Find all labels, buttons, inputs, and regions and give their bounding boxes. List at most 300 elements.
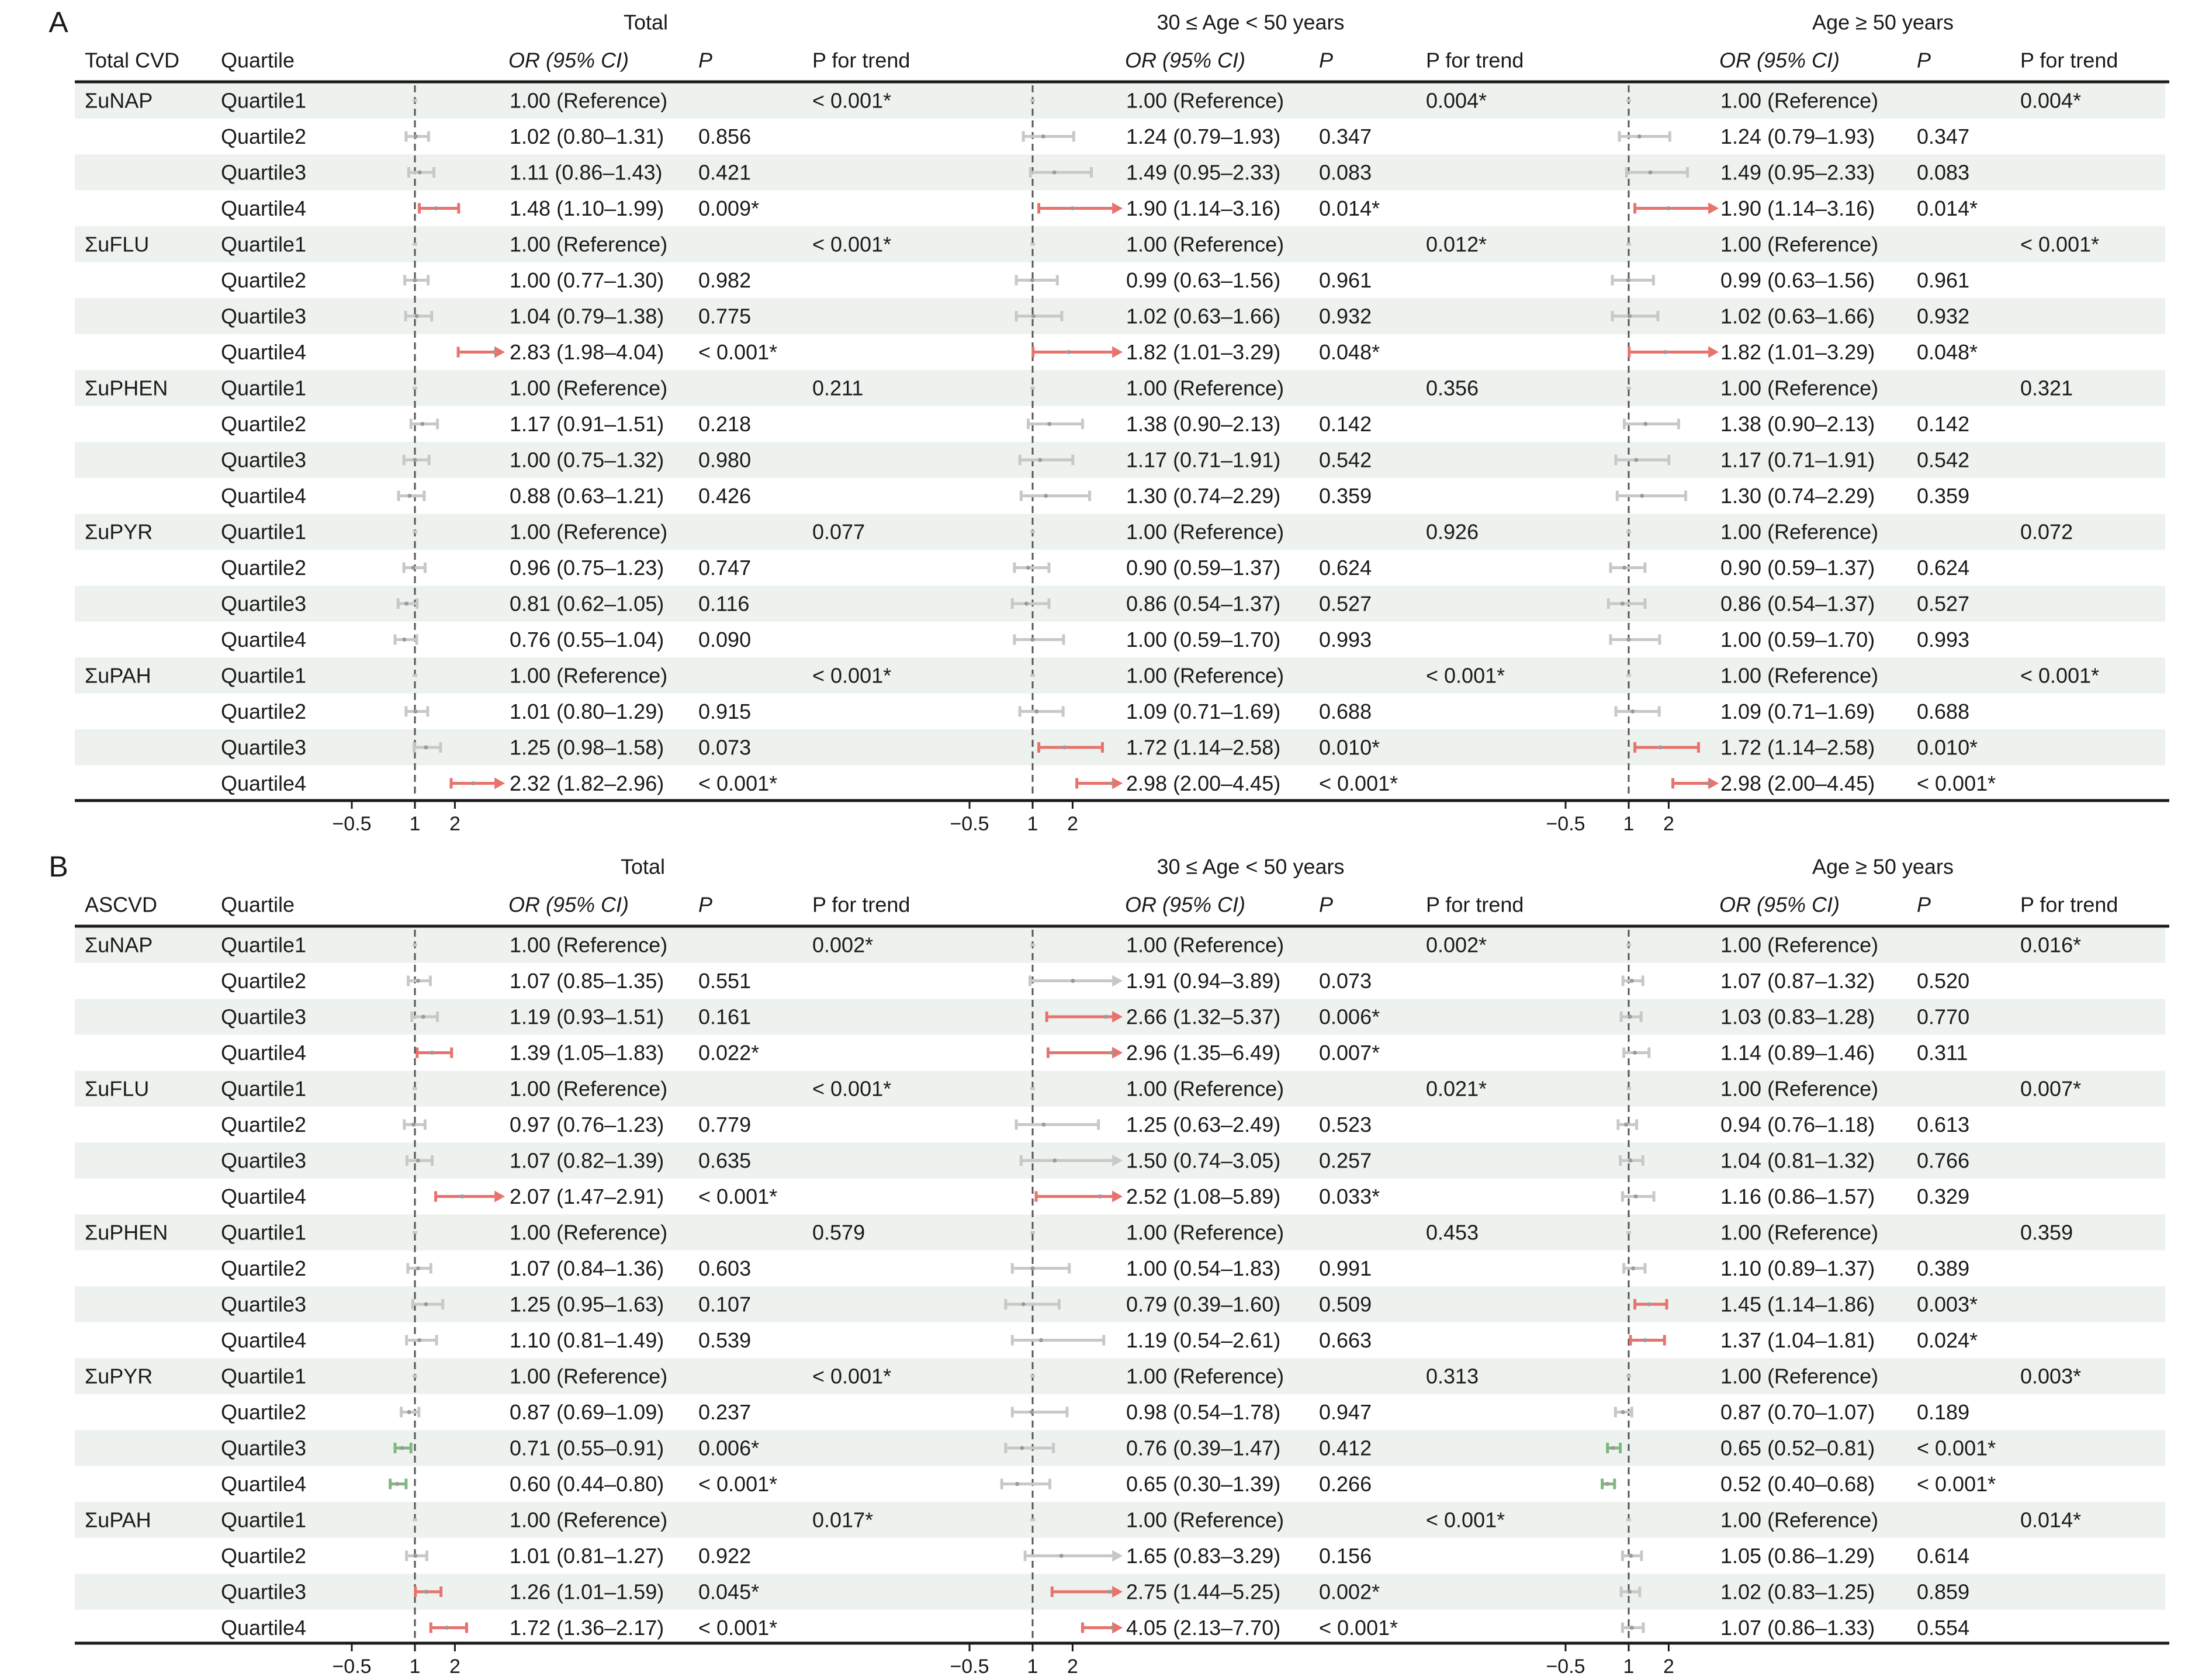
p-value: 0.982 [698, 268, 752, 292]
or-point [1071, 206, 1075, 210]
p-trend-value: 0.004* [2020, 88, 2082, 113]
x-tick-label: 2 [1663, 1655, 1674, 1678]
table-row [1616, 699, 1969, 723]
p-value: 0.539 [698, 1328, 752, 1352]
or-ci-value: 0.76 (0.39–1.47) [1126, 1436, 1281, 1460]
table-row [1624, 1041, 1968, 1065]
p-trend-value: 0.014* [2020, 1508, 2082, 1532]
quartile-label: Quartile1 [221, 376, 307, 400]
or-ci-value: 0.87 (0.69–1.09) [510, 1400, 664, 1424]
or-ci-value: 0.94 (0.76–1.18) [1720, 1113, 1875, 1137]
or-ci-value: 1.48 (1.10–1.99) [510, 196, 664, 220]
or-point [421, 1015, 425, 1019]
quartile-label: Quartile2 [221, 1256, 307, 1280]
or-ci-value: 1.00 (Reference) [510, 1220, 668, 1245]
p-trend-value: 0.579 [812, 1220, 865, 1245]
table-row [1673, 771, 1996, 795]
or-point [1649, 171, 1653, 175]
or-ci-header: OR (95% CI) [1719, 892, 1840, 917]
or-ci-value: 1.00 (Reference) [510, 519, 668, 544]
quartile-label: Quartile4 [221, 484, 307, 508]
or-point [1628, 314, 1632, 318]
or-point [1024, 602, 1029, 606]
quartile-label: Quartile3 [221, 591, 307, 616]
or-point [1041, 134, 1045, 138]
table-row [1020, 699, 1372, 723]
or-ci-header: OR (95% CI) [1125, 48, 1246, 72]
or-point [1110, 1051, 1114, 1055]
p-trend-value: 0.356 [1426, 376, 1479, 400]
ci-arrow [1112, 975, 1123, 987]
table-row [1030, 969, 1372, 993]
or-point [1060, 1554, 1064, 1558]
p-trend-header: P for trend [2020, 892, 2118, 917]
subgroup-title: Age ≥ 50 years [1812, 10, 1954, 34]
p-value: 0.189 [1917, 1400, 1970, 1424]
or-ci-value: 1.00 (Reference) [1720, 1220, 1879, 1245]
table-row [1615, 1400, 1969, 1424]
table-row [1012, 1256, 1372, 1280]
p-value: 0.527 [1319, 591, 1372, 616]
or-ci-value: 1.02 (0.63–1.66) [1720, 304, 1875, 328]
or-point [1628, 1590, 1632, 1594]
table-row [1619, 124, 1969, 148]
p-value: 0.421 [698, 160, 752, 185]
panel-letter: A [49, 6, 68, 39]
or-point [1663, 350, 1667, 354]
or-ci-value: 1.11 (0.86–1.43) [510, 160, 663, 185]
p-value: 0.022* [698, 1041, 760, 1065]
table-row [221, 1256, 751, 1280]
p-value: 0.947 [1319, 1400, 1372, 1424]
or-ci-value: 1.10 (0.81–1.49) [510, 1328, 664, 1352]
ci-arrow [1112, 1550, 1123, 1562]
x-tick-label: 1 [1623, 813, 1635, 835]
or-ci-value: 0.86 (0.54–1.37) [1720, 591, 1875, 616]
panel-b [49, 850, 2169, 1678]
p-value: 0.014* [1917, 196, 1978, 220]
or-point [413, 1554, 417, 1558]
quartile-label: Quartile3 [221, 1148, 307, 1173]
or-ci-value: 0.79 (0.39–1.60) [1126, 1292, 1281, 1317]
or-ci-value: 0.71 (0.55–0.91) [510, 1436, 664, 1460]
p-value: 0.002* [1319, 1579, 1380, 1604]
or-point [402, 638, 406, 642]
or-ci-value: 1.00 (Reference) [1126, 933, 1284, 957]
or-point [1621, 602, 1625, 606]
or-ci-value: 1.50 (0.74–3.05) [1126, 1148, 1281, 1173]
p-value: 0.266 [1319, 1472, 1372, 1496]
quartile-label: Quartile2 [221, 556, 307, 580]
or-ci-value: 1.65 (0.83–3.29) [1126, 1544, 1281, 1568]
p-value: 0.347 [1917, 124, 1970, 148]
or-ci-value: 1.00 (0.54–1.83) [1126, 1256, 1281, 1280]
table-row [1622, 1616, 1969, 1640]
p-value: 0.520 [1917, 969, 1970, 993]
subgroup-title: 30 ≤ Age < 50 years [1157, 10, 1345, 34]
or-point [413, 458, 417, 462]
quartile-label: Quartile2 [221, 1544, 307, 1568]
quartile-label: Quartile3 [221, 735, 307, 760]
or-ci-value: 1.39 (1.05–1.83) [510, 1041, 664, 1065]
table-row [221, 699, 751, 723]
p-value: 0.426 [698, 484, 752, 508]
p-trend-value: 0.313 [1426, 1364, 1479, 1388]
group-label: ΣuPHEN [85, 376, 168, 400]
or-point [407, 1410, 411, 1414]
p-value: 0.779 [698, 1113, 752, 1137]
p-value: 0.311 [1917, 1041, 1968, 1065]
or-point [1039, 1338, 1043, 1342]
or-ci-value: 1.09 (0.71–1.69) [1720, 699, 1875, 723]
table-row [221, 969, 751, 993]
p-value: 0.509 [1319, 1292, 1372, 1317]
table-row [1012, 1400, 1372, 1424]
p-trend-value: 0.007* [2020, 1076, 2082, 1101]
or-point [430, 1051, 434, 1055]
or-ci-value: 1.00 (Reference) [1126, 1508, 1284, 1532]
p-value: 0.010* [1917, 735, 1978, 760]
p-trend-value: 0.211 [812, 376, 864, 400]
or-point [416, 1266, 420, 1270]
p-value: < 0.001* [1319, 1616, 1398, 1640]
or-ci-header: OR (95% CI) [508, 892, 629, 917]
quartile-label: Quartile3 [221, 1436, 307, 1460]
p-trend-value: 0.926 [1426, 519, 1479, 544]
quartile-label: Quartile1 [221, 1508, 307, 1532]
or-point [1031, 314, 1036, 318]
quartile-label: Quartile1 [221, 1364, 307, 1388]
or-ci-value: 1.07 (0.86–1.33) [1720, 1616, 1875, 1640]
or-point [1052, 1159, 1057, 1163]
x-tick-label: 1 [1623, 1655, 1635, 1678]
or-ci-value: 1.38 (0.90–2.13) [1720, 412, 1875, 436]
or-ci-value: 1.05 (0.86–1.29) [1720, 1544, 1875, 1568]
or-point [460, 1194, 464, 1198]
or-ci-value: 1.37 (1.04–1.81) [1720, 1328, 1875, 1352]
or-ci-value: 2.66 (1.32–5.37) [1126, 1004, 1281, 1029]
or-ci-value: 1.19 (0.54–2.61) [1126, 1328, 1281, 1352]
or-ci-value: 1.82 (1.01–3.29) [1126, 340, 1281, 364]
quartile-label: Quartile4 [221, 1472, 307, 1496]
or-point [1110, 1626, 1114, 1630]
table-row [1002, 1472, 1372, 1496]
p-value: < 0.001* [698, 1616, 778, 1640]
p-value: 0.613 [1917, 1113, 1970, 1137]
table-row [1635, 196, 1978, 220]
x-tick-label: 1 [409, 1655, 421, 1678]
table-row [221, 1400, 751, 1424]
or-ci-value: 1.07 (0.87–1.32) [1720, 969, 1875, 993]
p-value: < 0.001* [1319, 771, 1398, 795]
quartile-label: Quartile1 [221, 88, 307, 113]
group-label: ΣuPHEN [85, 1220, 168, 1245]
or-ci-value: 1.04 (0.81–1.32) [1720, 1148, 1875, 1173]
or-ci-value: 1.72 (1.14–2.58) [1720, 735, 1875, 760]
or-ci-value: 1.24 (0.79–1.93) [1720, 124, 1875, 148]
group-label: ΣuPYR [85, 1364, 153, 1388]
or-ci-value: 2.52 (1.08–5.89) [1126, 1184, 1281, 1208]
or-ci-value: 1.00 (Reference) [510, 1508, 668, 1532]
or-ci-value: 1.00 (Reference) [1720, 1076, 1879, 1101]
subgroup-0 [85, 11, 910, 836]
x-tick-label: 2 [1067, 1655, 1078, 1678]
ci-arrow [494, 1191, 505, 1203]
quartile-label: Quartile2 [221, 1400, 307, 1424]
table-row [1611, 628, 1969, 652]
group-label: ΣuFLU [85, 1076, 150, 1101]
p-trend-header: P for trend [1426, 48, 1524, 72]
table-row [221, 556, 751, 580]
or-point [404, 602, 408, 606]
or-point [1108, 1590, 1112, 1594]
quartile-label: Quartile1 [221, 519, 307, 544]
or-ci-value: 0.52 (0.40–0.68) [1720, 1472, 1875, 1496]
or-point [1633, 1051, 1637, 1055]
p-value: 0.993 [1917, 628, 1970, 652]
p-trend-value: < 0.001* [812, 1364, 892, 1388]
or-point [413, 278, 417, 282]
p-value: 0.033* [1319, 1184, 1380, 1208]
p-value: 0.161 [698, 1004, 752, 1029]
table-row [221, 1544, 751, 1568]
table-row [221, 1113, 751, 1137]
quartile-label: Quartile4 [221, 340, 307, 364]
p-header: P [1917, 892, 1931, 917]
ci-arrow [1112, 347, 1123, 358]
p-trend-value: < 0.001* [812, 232, 892, 257]
quartile-label: Quartile4 [221, 1616, 307, 1640]
or-ci-value: 1.00 (Reference) [1126, 519, 1284, 544]
p-value: 0.775 [698, 304, 752, 328]
or-point [418, 171, 422, 175]
or-point [1634, 1194, 1638, 1198]
x-tick-label: −0.5 [1546, 1655, 1585, 1678]
p-value: 0.083 [1319, 160, 1372, 185]
or-point [1630, 979, 1634, 983]
or-ci-value: 1.00 (Reference) [1720, 1508, 1879, 1532]
or-ci-value: 1.00 (Reference) [1720, 1364, 1879, 1388]
or-ci-value: 1.00 (Reference) [1126, 1220, 1284, 1245]
or-ci-value: 1.07 (0.85–1.35) [510, 969, 664, 993]
table-row [221, 196, 759, 220]
p-value: 0.993 [1319, 628, 1372, 652]
or-point [414, 134, 418, 138]
or-ci-value: 0.99 (0.63–1.56) [1720, 268, 1875, 292]
quartile-label: Quartile3 [221, 160, 307, 185]
or-ci-value: 1.00 (Reference) [1720, 663, 1879, 688]
quartile-label: Quartile4 [221, 1328, 307, 1352]
p-value: 0.359 [1319, 484, 1372, 508]
quartile-label: Quartile3 [221, 1579, 307, 1604]
or-point [1706, 781, 1711, 785]
or-ci-value: 0.60 (0.44–0.80) [510, 1472, 664, 1496]
or-ci-value: 1.03 (0.83–1.28) [1720, 1004, 1875, 1029]
or-point [1640, 494, 1644, 498]
or-ci-value: 1.00 (Reference) [510, 232, 668, 257]
table-row [221, 484, 751, 508]
or-ci-value: 1.00 (Reference) [1126, 88, 1284, 113]
quartile-label: Quartile1 [221, 232, 307, 257]
table-row [1622, 1544, 1969, 1568]
p-trend-value: 0.359 [2020, 1220, 2073, 1245]
p-value: < 0.001* [1917, 1472, 1996, 1496]
or-ci-value: 1.00 (Reference) [510, 1364, 668, 1388]
or-ci-value: 0.81 (0.62–1.05) [510, 591, 664, 616]
or-ci-value: 0.96 (0.75–1.23) [510, 556, 664, 580]
p-value: < 0.001* [1917, 1436, 1996, 1460]
or-ci-value: 0.76 (0.55–1.04) [510, 628, 664, 652]
p-value: 0.412 [1319, 1436, 1372, 1460]
or-point [1667, 206, 1671, 210]
or-ci-value: 1.90 (1.14–3.16) [1126, 196, 1281, 220]
table-row [1629, 340, 1978, 364]
or-point [445, 1626, 449, 1630]
or-point [1624, 1123, 1628, 1127]
quartile-label: Quartile4 [221, 1184, 307, 1208]
or-ci-value: 2.96 (1.35–6.49) [1126, 1041, 1281, 1065]
group-label: ΣuPAH [85, 1508, 151, 1532]
or-point [1631, 1266, 1635, 1270]
x-tick-label: 2 [1067, 813, 1078, 835]
x-tick-label: 1 [409, 813, 421, 835]
quartile-label: Quartile3 [221, 304, 307, 328]
x-tick-label: 1 [1027, 813, 1038, 835]
quartile-label: Quartile1 [221, 663, 307, 688]
p-value: 0.010* [1319, 735, 1380, 760]
or-ci-value: 0.88 (0.63–1.21) [510, 484, 664, 508]
p-value: 0.554 [1917, 1616, 1970, 1640]
p-value: 0.747 [698, 556, 752, 580]
or-point [1629, 1159, 1633, 1163]
table-row [1602, 1472, 1996, 1496]
p-value: < 0.001* [698, 340, 778, 364]
or-ci-value: 1.00 (Reference) [510, 933, 668, 957]
quartile-label: Quartile4 [221, 196, 307, 220]
or-ci-value: 0.65 (0.30–1.39) [1126, 1472, 1281, 1496]
p-header: P [1917, 48, 1931, 72]
table-row [221, 340, 777, 364]
or-ci-value: 1.00 (Reference) [1720, 88, 1879, 113]
table-row [221, 628, 751, 652]
or-point [400, 1446, 404, 1450]
or-ci-value: 1.25 (0.95–1.63) [510, 1292, 664, 1317]
p-value: 0.073 [1319, 969, 1372, 993]
or-ci-value: 1.00 (Reference) [510, 88, 668, 113]
p-value: 0.142 [1917, 412, 1970, 436]
or-point [1067, 350, 1071, 354]
table-row [1622, 1184, 1969, 1208]
table-row [221, 1184, 777, 1208]
or-ci-value: 0.90 (0.59–1.37) [1126, 556, 1281, 580]
table-row [1039, 196, 1380, 220]
or-ci-value: 2.32 (1.82–2.96) [510, 771, 664, 795]
table-row [1048, 1041, 1380, 1065]
quartile-label: Quartile1 [221, 933, 307, 957]
p-value: 0.527 [1917, 591, 1970, 616]
p-trend-value: 0.021* [1426, 1076, 1487, 1101]
p-value: 0.389 [1917, 1256, 1970, 1280]
quartile-header: Quartile [221, 48, 295, 72]
ci-arrow [494, 778, 505, 789]
x-tick-label: 1 [1027, 1655, 1038, 1678]
or-ci-value: 1.17 (0.71–1.91) [1720, 448, 1875, 472]
x-tick-label: −0.5 [332, 1655, 372, 1678]
group-label: ΣuPAH [85, 663, 151, 688]
p-value: < 0.001* [698, 771, 778, 795]
quartile-label: Quartile2 [221, 268, 307, 292]
table-row [221, 1616, 777, 1640]
p-trend-value: < 0.001* [2020, 232, 2100, 257]
or-ci-value: 1.01 (0.81–1.27) [510, 1544, 664, 1568]
or-ci-value: 1.00 (Reference) [1126, 376, 1284, 400]
or-point [1622, 566, 1626, 570]
subgroup-title: Age ≥ 50 years [1812, 854, 1954, 879]
or-point [1629, 1554, 1633, 1558]
outcome-label: ASCVD [85, 892, 158, 917]
or-ci-value: 1.72 (1.36–2.17) [510, 1616, 664, 1640]
or-ci-header: OR (95% CI) [1125, 892, 1246, 917]
or-ci-value: 0.99 (0.63–1.56) [1126, 268, 1281, 292]
p-value: 0.766 [1917, 1148, 1970, 1173]
or-ci-value: 1.00 (Reference) [1126, 1364, 1284, 1388]
p-trend-value: 0.002* [812, 933, 874, 957]
p-value: 0.859 [1917, 1579, 1970, 1604]
or-point [1637, 134, 1642, 138]
or-point [1031, 1266, 1035, 1270]
or-ci-value: 1.00 (0.59–1.70) [1720, 628, 1875, 652]
p-value: 0.551 [698, 969, 752, 993]
or-point [1647, 1303, 1651, 1307]
x-tick-label: −0.5 [1546, 813, 1585, 835]
p-value: 0.073 [698, 735, 752, 760]
p-value: 0.257 [1319, 1148, 1372, 1173]
p-value: 0.932 [1319, 304, 1372, 328]
p-trend-value: 0.321 [2020, 376, 2073, 400]
quartile-label: Quartile1 [221, 1076, 307, 1101]
or-point [420, 422, 424, 426]
or-point [493, 350, 497, 354]
quartile-label: Quartile3 [221, 448, 307, 472]
or-ci-value: 1.00 (Reference) [510, 663, 668, 688]
table-row [1624, 412, 1969, 436]
or-point [413, 709, 417, 713]
p-trend-value: < 0.001* [812, 88, 892, 113]
or-point [395, 1482, 399, 1486]
or-point [471, 781, 475, 785]
p-value: 0.688 [1319, 699, 1372, 723]
or-point [1628, 1015, 1632, 1019]
or-point [1611, 1446, 1615, 1450]
p-value: 0.014* [1319, 196, 1380, 220]
p-value: 0.915 [698, 699, 752, 723]
or-ci-value: 1.00 (0.77–1.30) [510, 268, 664, 292]
or-point [424, 746, 428, 750]
or-ci-value: 1.49 (0.95–2.33) [1720, 160, 1875, 185]
or-point [1605, 1482, 1609, 1486]
p-value: 0.003* [1917, 1292, 1978, 1317]
p-value: 0.107 [698, 1292, 752, 1317]
p-value: 0.991 [1319, 1256, 1372, 1280]
x-tick-label: 2 [449, 1655, 461, 1678]
or-ci-value: 0.86 (0.54–1.37) [1126, 591, 1281, 616]
table-row [221, 124, 751, 148]
p-value: 0.542 [1319, 448, 1372, 472]
p-value: < 0.001* [698, 1472, 778, 1496]
or-point [1643, 422, 1647, 426]
table-row [221, 1328, 751, 1352]
or-ci-value: 2.75 (1.44–5.25) [1126, 1579, 1281, 1604]
